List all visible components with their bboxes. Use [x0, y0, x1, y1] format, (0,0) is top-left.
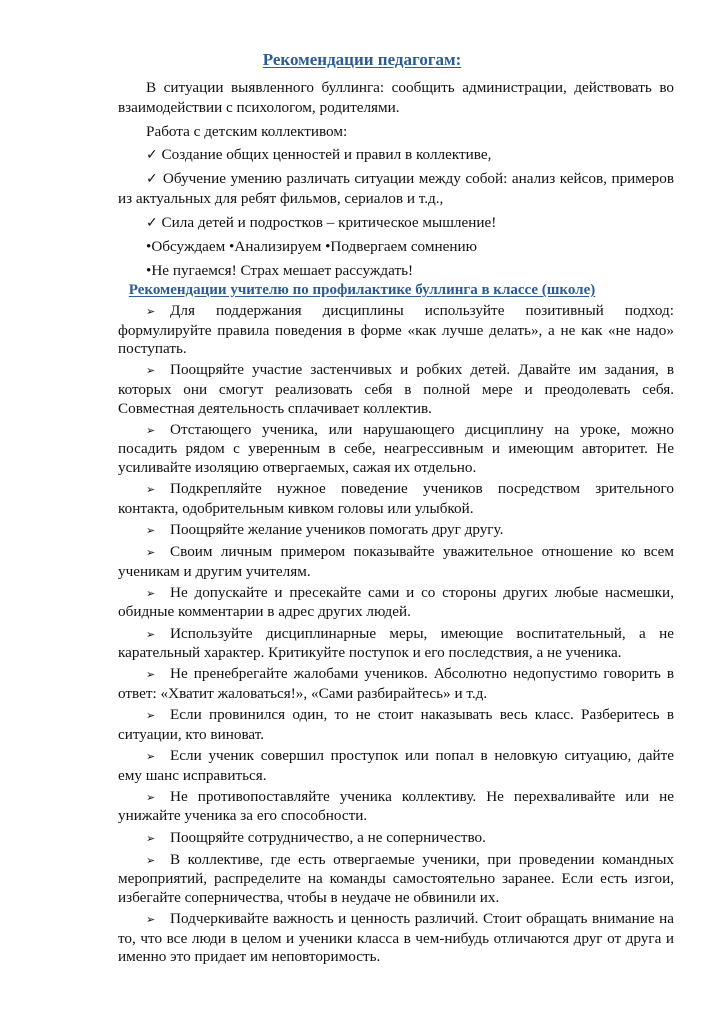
checklist-item [118, 169, 674, 209]
recommendation-text: Своим личным примером показывайте уважительное отношение ко всем ученикам и другим учителям. [118, 543, 674, 580]
bullets-line: •Обсуждаем •Анализируем •Подвергаем сомнению [146, 238, 477, 255]
intro-paragraph: В ситуации выявленного буллинга: сообщить администрации, действовать во взаимодействии с психологом, родителями. [118, 79, 674, 116]
recommendation-item [118, 665, 674, 703]
arrow-bullet-icon: ➢ [146, 547, 156, 560]
arrow-bullet-icon: ➢ [146, 751, 156, 763]
arrow-bullet-icon: ➢ [146, 484, 156, 497]
arrow-bullet-icon: ➢ [146, 628, 156, 641]
recommendation-item [118, 421, 674, 478]
recommendation-text: Подкрепляйте нужное поведение учеников посредством зрительного контакта, одобрительным кивком головы или улыбкой. [118, 480, 674, 517]
recommendation-text: Если ученик совершил проступок или попал в неловкую ситуацию, дайте ему шанс исправиться. [118, 747, 674, 784]
recommendation-item [118, 747, 674, 785]
recommendation-text: Поощряйте участие застенчивых и робких детей. Давайте им задания, в которых они смогут реализовать себя в полной мере и преодолевать себя. Совместная деятельность сплачивает коллектив. [118, 361, 674, 417]
check-icon: ✓ [146, 147, 158, 163]
recommendation-item [118, 302, 674, 359]
recommendation-text: Отстающего ученика, или нарушающего дисциплину на уроке, можно посадить рядом с уверенным в себе, неагрессивным и имеющим авторитет. Не усиливайте изоляцию отвергаемых, сажая их отдельно. [118, 420, 674, 476]
arrow-bullet-icon: ➢ [146, 710, 156, 723]
arrow-bullet-icon: ➢ [146, 424, 156, 437]
arrow-bullet-icon: ➢ [146, 832, 156, 845]
recommendation-item [118, 584, 674, 622]
recommendation-text: Для поддержания дисциплины используйте позитивный подход: формулируйте правила поведения в форме «как лучше делать», а не как «не надо» поступать. [118, 302, 674, 358]
check-icon: ✓ [146, 215, 158, 231]
section-subtitle: Рекомендации учителю по профилактике буллинга в классе (школе) [128, 282, 596, 298]
recommendation-item [118, 361, 674, 418]
intro-section [118, 78, 674, 281]
checklist-item-text: Сила детей и подростков – критическое мышление! [161, 214, 497, 231]
arrow-bullet-icon: ➢ [146, 791, 156, 804]
recommendation-item [118, 851, 674, 908]
page-title: Рекомендации педагогам: [262, 50, 462, 69]
checklist-item-text: Обучение умению различать ситуации между собой: анализ кейсов, примеров из актуальных для ребят фильмов, сериалов и т.д., [118, 170, 675, 207]
recommendation-text: В коллективе, где есть отвергаемые ученики, при проведении командных мероприятий, распределите на команды самостоятельно заранее. Если есть изгои, избегайте соперничества, чтобы в неудаче не обвинили их. [118, 850, 674, 906]
recommendation-item [118, 521, 674, 541]
recommendation-text: Подчеркивайте важность и ценность различий. Стоит обращать внимание на то, что все люди в целом и ученики класса в чем-нибудь отличаются друг от друга и именно это придает им неповторимость. [118, 910, 674, 966]
arrow-bullet-icon: ➢ [146, 524, 156, 537]
arrow-bullet-icon: ➢ [146, 914, 156, 927]
checklist-item-text: Создание общих ценностей и правил в коллективе, [161, 146, 492, 163]
recommendation-item [118, 543, 674, 581]
work-heading: Работа с детским коллективом: [146, 123, 348, 140]
arrow-bullet-icon: ➢ [146, 669, 156, 682]
recommendation-text: Не противопоставляйте ученика коллективу. Не перехваливайте или не унижайте ученика за его способности. [118, 787, 674, 825]
check-icon: ✓ [146, 171, 159, 187]
arrow-bullet-icon: ➢ [146, 365, 156, 378]
recommendation-item [118, 910, 674, 967]
recommendation-text: Поощряйте желание учеников помогать друг другу. [170, 520, 504, 538]
recommendation-item [118, 706, 674, 744]
recommendation-item [118, 625, 674, 663]
recommendation-text: Не допускайте и пресекайте сами и со стороны других любые насмешки, обидные комментарии в адрес других людей. [118, 583, 674, 621]
checklist-item [118, 145, 674, 165]
checklist-item [118, 213, 674, 233]
arrow-bullet-icon: ➢ [146, 854, 156, 867]
recommendations-list [118, 302, 674, 970]
fear-line: •Не пугаемся! Страх мешает рассуждать! [146, 262, 414, 279]
recommendation-item [118, 829, 674, 849]
recommendation-item [118, 788, 674, 826]
recommendation-text: Если провинился один, то не стоит наказывать весь класс. Разберитесь в ситуации, кто виноват. [118, 706, 674, 743]
checklist [118, 145, 674, 233]
recommendation-text: Не пренебрегайте жалобами учеников. Абсолютно недопустимо говорить в ответ: «Хватит жаловаться!», «Сами разбирайтесь» и т.д. [118, 665, 674, 703]
arrow-bullet-icon: ➢ [146, 306, 156, 318]
recommendation-text: Поощряйте сотрудничество, а не соперничество. [170, 828, 486, 846]
recommendation-item [118, 480, 674, 518]
recommendation-text: Используйте дисциплинарные меры, имеющие воспитательный, а не карательный характер. Критикуйте поступок и его последствия, а не ученика. [118, 624, 674, 662]
arrow-bullet-icon: ➢ [146, 587, 156, 600]
